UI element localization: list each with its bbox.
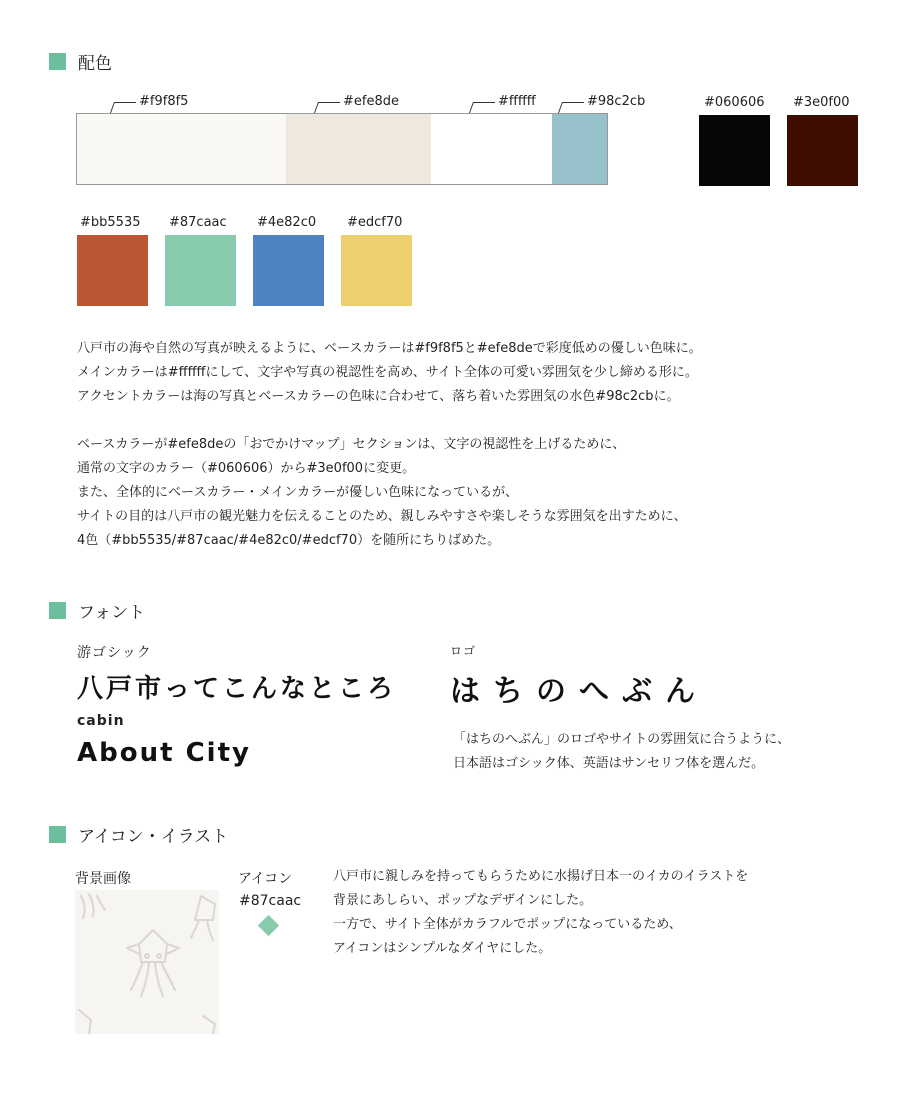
color-label: #edcf70 [347, 215, 403, 230]
bg-image-label: 背景画像 [75, 871, 131, 887]
leader-line [473, 102, 495, 103]
en-font-sample: About City [77, 738, 251, 768]
description-line: また、全体的にベースカラー・メインカラーが優しい色味になっているが、 [77, 485, 519, 500]
blank-line [77, 409, 702, 433]
description-line: 4色（#bb5535/#87caac/#4e82c0/#edcf70）を随所にちりばめた。 [77, 533, 501, 548]
description-line: サイトの目的は八戸市の観光魅力を伝えることのため、親しみやすさや楽しそうな雰囲気を出すために、 [77, 509, 687, 524]
color-label: #4e82c0 [257, 215, 317, 230]
jp-font-sample: 八戸市ってこんなところ [77, 674, 397, 704]
color-swatch-base-1 [77, 114, 286, 184]
jp-font-name: 游ゴシック [77, 645, 152, 661]
description-line: 背景にあしらい、ポップなデザインにした。 [333, 893, 593, 908]
color-label: #bb5535 [80, 215, 141, 230]
icon-label: アイコン [238, 871, 293, 887]
leader-line [114, 102, 136, 103]
squid-background-image [75, 890, 219, 1034]
squid-icon [75, 890, 219, 1034]
icon-description [333, 865, 748, 961]
description-line: アクセントカラーは海の写真とベースカラーの色味に合わせて、落ち着いた雰囲気の水色#98c2cbに。 [77, 389, 680, 404]
color-label: #060606 [704, 95, 765, 110]
color-label: #98c2cb [587, 94, 646, 109]
diamond-icon [258, 915, 279, 936]
color-swatch-green [165, 235, 236, 306]
color-description [77, 337, 702, 553]
description-line: メインカラーは#ffffffにして、文字や写真の視認性を高め、サイト全体の可愛い雰囲気を少し締める形に。 [77, 365, 698, 380]
color-swatch-red [77, 235, 148, 306]
color-label: #ffffff [498, 94, 536, 109]
description-line: ベースカラーが#efe8deの「おでかけマップ」セクションは、文字の視認性を上げるために、 [77, 437, 626, 452]
section-title: フォント [78, 603, 146, 623]
color-label: #f9f8f5 [139, 94, 189, 109]
section-marker-icon [49, 602, 66, 619]
section-heading-color [49, 49, 112, 74]
section-title: アイコン・イラスト [78, 827, 229, 847]
section-marker-icon [49, 53, 66, 70]
base-color-bar [76, 113, 608, 185]
section-marker-icon [49, 826, 66, 843]
description-line: 「はちのへぶん」のロゴやサイトの雰囲気に合うように、 [453, 732, 791, 747]
color-swatch-base-2 [286, 114, 431, 184]
color-swatch-yellow [341, 235, 412, 306]
description-line: 八戸市の海や自然の写真が映えるように、ベースカラーは#f9f8f5と#efe8deで彩度低めの優しい色味に。 [77, 341, 702, 356]
description-line: アイコンはシンプルなダイヤにした。 [333, 941, 552, 956]
color-swatch-text [699, 115, 770, 186]
description-line: 八戸市に親しみを持ってもらうために水揚げ日本一のイカのイラストを [333, 869, 749, 884]
color-swatch-blue [253, 235, 324, 306]
leader-line [562, 102, 584, 103]
leader-line [318, 102, 340, 103]
color-swatch-text-alt [787, 115, 858, 186]
description-line: 日本語はゴシック体、英語はサンセリフ体を選んだ。 [453, 756, 765, 771]
font-description [453, 728, 790, 776]
section-heading-icon [49, 822, 228, 847]
section-heading-font [49, 598, 145, 623]
description-line: 一方で、サイト全体がカラフルでポップになっているため、 [333, 917, 682, 932]
color-label: #efe8de [343, 94, 399, 109]
icon-color-label: #87caac [239, 893, 302, 909]
logo-sample: はちのへぶん [450, 674, 708, 709]
logo-label: ロゴ [450, 644, 477, 658]
section-title: 配色 [78, 54, 112, 74]
color-swatch-accent [552, 114, 607, 184]
color-label: #87caac [169, 215, 227, 230]
color-swatch-main [431, 114, 552, 184]
en-font-name: cabin [77, 713, 125, 729]
color-label: #3e0f00 [793, 95, 850, 110]
description-line: 通常の文字のカラー（#060606）から#3e0f00に変更。 [77, 461, 416, 476]
